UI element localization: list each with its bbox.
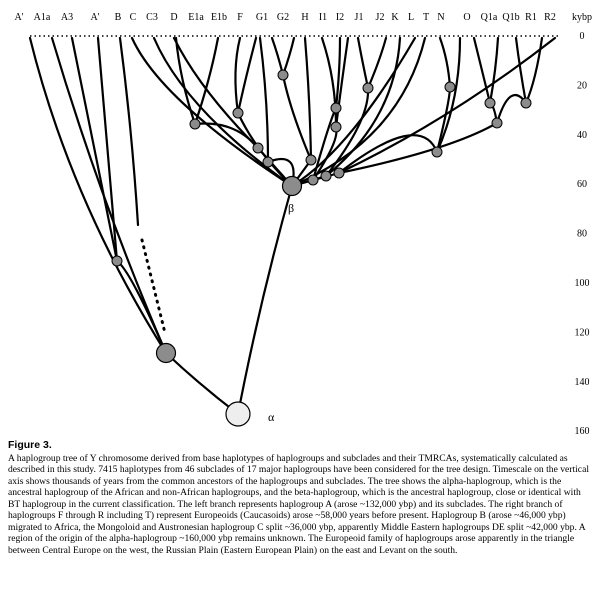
haplogroup-label: G1 bbox=[255, 12, 269, 23]
tree-branch bbox=[305, 38, 311, 160]
haplogroup-label: E1a bbox=[188, 12, 204, 23]
haplogroup-label: A' bbox=[14, 12, 24, 23]
tree-branch bbox=[195, 38, 218, 124]
haplogroup-label: B bbox=[114, 12, 122, 23]
haplogroup-label: E1b bbox=[210, 12, 228, 23]
haplogroup-label: A' bbox=[90, 12, 100, 23]
haplogroup-label: H bbox=[301, 12, 309, 23]
alpha-label: α bbox=[268, 410, 275, 424]
axis-tick-label: 160 bbox=[574, 426, 590, 438]
tree-node bbox=[521, 98, 531, 108]
tree-node bbox=[306, 155, 316, 165]
tree-node bbox=[253, 143, 263, 153]
tree-branch bbox=[440, 38, 450, 87]
haplogroup-label: G2 bbox=[276, 12, 290, 23]
haplogroup-label: Q1b bbox=[502, 12, 520, 23]
haplogroup-label: A1a bbox=[33, 12, 51, 23]
tree-node bbox=[112, 256, 122, 266]
axis-tick-label: 20 bbox=[577, 80, 587, 92]
caption-body: A haplogroup tree of Y chromosome derived from base haplotypes of haplogroups and subclades and their TMRCAs, systematically calculated as described in this study. 7415 haplotypes from 46 subclades of 17 major haplogroups have been considered for the tree design. Timescale on the vertical axis shows thousands of years from the common ancestors of the haplogroups and subclades. The tree shows the alpha-haplogroup, which is the ancestral haplogroup of the African and non-African haplogroups, and the beta-haplogroup, which is the ancestral haplogroup, close or identical with BT haplogroup in the current classification. The left branch represents haplogroup A (arose ~132,000 ybp) and its subclades. The right branch of haplogroups F through R including T) represent Europeoids (Caucasoids) arose ~58,000 years before present. Haplogroup B (arose ~46,000 ybp) migrated to Africa, the Mongoloid and Austronesian haplogroup C split ~36,000 ybp, apparently Middle Eastern haplogroups DE split ~42,000 ybp. A region of the origin of the alpha-haplogroup ~160,000 ybp remains unknown. The Europeoid family of haplogroups arose apparently in the triangle between Central Europe on the west, the Russian Plain (Eastern European Plain) on the east and Levant on the south. bbox=[8, 452, 589, 556]
tree-node bbox=[334, 168, 344, 178]
tree-branch bbox=[339, 135, 437, 173]
caption-title: Figure 3. bbox=[8, 439, 52, 451]
haplogroup-label: R2 bbox=[544, 12, 556, 23]
haplogroup-label: T bbox=[422, 12, 430, 23]
axis-tick-label: 60 bbox=[577, 179, 587, 191]
axis-tick-label: 40 bbox=[577, 129, 587, 141]
tree-branch bbox=[283, 38, 294, 75]
haplogroup-label: F bbox=[237, 12, 243, 23]
haplogroup-label: L bbox=[407, 12, 415, 23]
tree-branch bbox=[238, 38, 256, 113]
tree-node bbox=[321, 171, 331, 181]
tree-node bbox=[233, 108, 243, 118]
tree-branch bbox=[358, 38, 368, 88]
tree-branch bbox=[260, 38, 268, 162]
tree-node bbox=[432, 147, 442, 157]
haplogroup-label: K bbox=[391, 12, 399, 23]
haplogroup-label: C3 bbox=[146, 12, 158, 23]
tree-node bbox=[190, 119, 200, 129]
tree-branch bbox=[166, 353, 238, 414]
tree-branch bbox=[272, 38, 283, 75]
haplogroup-label: D bbox=[170, 12, 178, 23]
tree-branch bbox=[490, 38, 498, 103]
tree-node bbox=[445, 82, 455, 92]
tree-branch bbox=[195, 124, 258, 149]
axis-tick-label: 140 bbox=[574, 376, 590, 388]
tree-branch bbox=[72, 38, 117, 261]
axis-tick-label: 120 bbox=[574, 327, 590, 339]
haplogroup-labels bbox=[14, 12, 555, 23]
tree-branch bbox=[497, 95, 526, 123]
figure-caption bbox=[8, 440, 594, 556]
axis-tick-label: 0 bbox=[579, 31, 585, 42]
tree-branch bbox=[120, 38, 138, 225]
haplogroup-label: C bbox=[129, 12, 137, 23]
tree-node bbox=[363, 83, 373, 93]
axis-tick-label: 100 bbox=[574, 278, 590, 289]
tree-branch bbox=[474, 38, 490, 103]
haplogroup-label: Q1a bbox=[480, 12, 498, 23]
beta-label: β bbox=[288, 201, 295, 215]
tree-branch bbox=[235, 38, 240, 113]
tree-node bbox=[263, 157, 273, 167]
haplogroup-label: I1 bbox=[318, 12, 328, 23]
tree-node bbox=[331, 122, 341, 132]
node-beta bbox=[283, 177, 302, 196]
tree-node bbox=[278, 70, 288, 80]
haplogroup-label: J1 bbox=[354, 12, 364, 23]
node-a-subclade bbox=[157, 344, 176, 363]
time-axis bbox=[572, 12, 592, 437]
haplogroup-label: O bbox=[463, 12, 471, 23]
tree-node bbox=[485, 98, 495, 108]
tree-node bbox=[331, 103, 341, 113]
axis-title: kybp bbox=[572, 12, 592, 23]
haplogroup-label: I2 bbox=[335, 12, 345, 23]
tree-branch bbox=[52, 38, 166, 353]
haplogroup-label: J2 bbox=[375, 12, 385, 23]
tree-branch bbox=[283, 75, 311, 160]
tree-node bbox=[492, 118, 502, 128]
tree-branch bbox=[368, 38, 386, 88]
tree-branch bbox=[516, 38, 526, 103]
node-alpha bbox=[226, 402, 250, 426]
tree-node bbox=[308, 175, 318, 185]
tree-branch bbox=[526, 38, 542, 103]
haplogroup-label: N bbox=[437, 12, 445, 23]
tree-branch bbox=[238, 186, 295, 414]
tree-branch bbox=[98, 38, 117, 261]
tree-branches bbox=[30, 38, 555, 414]
haplogroup-label: A3 bbox=[60, 12, 74, 23]
axis-tick-label: 80 bbox=[577, 228, 587, 240]
tree-nodes bbox=[112, 70, 531, 426]
haplogroup-label: R1 bbox=[525, 12, 537, 23]
